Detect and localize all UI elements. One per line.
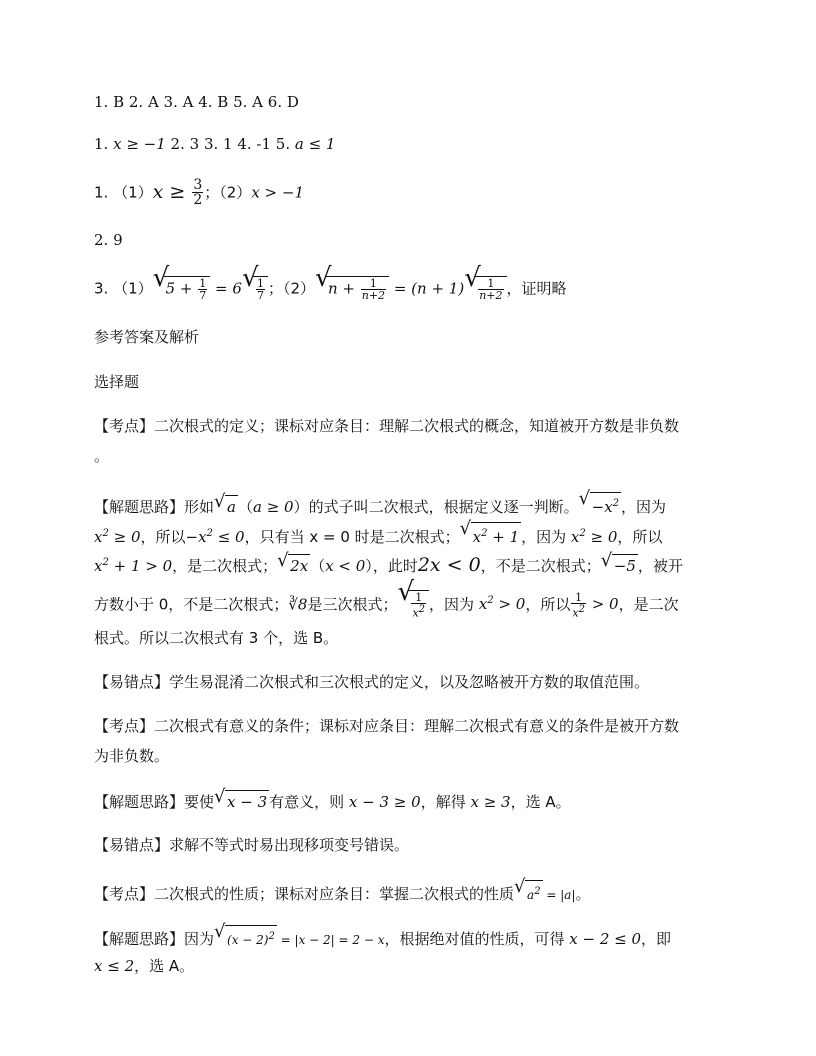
answer-line-4 xyxy=(94,230,123,250)
yicuo-tag: 【易错点】 xyxy=(94,836,170,854)
silu-tag: 【解题思路】 xyxy=(94,498,185,516)
q1-silu-line-1: 【解题思路】形如 √ a （a ≥ 0）的式子叫二次根式，根据定义逐一判断。 √ $-x^2$ ，因为 xyxy=(94,492,666,517)
answer-line-3 xyxy=(94,178,304,207)
answer-prefix: 3. （1） xyxy=(94,279,153,298)
text: ，此时 xyxy=(372,557,418,575)
text: ，是二次 xyxy=(618,595,679,614)
q3-silu-line-1: 【解题思路】因为 √ $(x - 2)^2 = |x - 2| = 2 - x$，根据绝对值的性质，可得 x − 2 ≤ 0，即 xyxy=(94,925,671,950)
text: ，因为 xyxy=(521,528,567,546)
answer-text: ；（2） xyxy=(267,279,315,298)
q1-kaodian-tail: 。 xyxy=(94,447,110,465)
text: 形如 xyxy=(184,498,215,516)
math-expr: √ n + $\frac{1}{n+2}$ xyxy=(316,276,389,301)
section-title-choice: 选择题 xyxy=(94,373,140,391)
kaodian-tag: 【考点】 xyxy=(94,717,155,735)
text: ，所以 xyxy=(525,595,571,614)
q3-silu-line-2: x ≤ 2，选 A。 xyxy=(94,957,195,975)
math-expr: √ a xyxy=(215,495,238,517)
text: 是三次根式； xyxy=(307,595,398,614)
q1-yicuo xyxy=(94,672,649,692)
text: ，被开 xyxy=(637,557,683,575)
q1-silu-line-5: 根式。所以二次根式有 3 个，选 B。 xyxy=(94,629,339,647)
math-expr: a ≤ 1 xyxy=(294,135,336,153)
silu-tag: 【解题思路】 xyxy=(94,930,185,948)
answer-text: 2. 9 xyxy=(94,231,123,249)
yicuo-text: 学生易混淆二次根式和三次根式的定义，以及忽略被开方数的取值范围。 xyxy=(169,673,650,691)
answer-text: ；（2） xyxy=(204,183,252,202)
answer-line-1 xyxy=(94,92,299,112)
answer-prefix: 1. xyxy=(94,135,114,153)
q2-silu: 【解题思路】要使 √ x − 3 有意义，则 x − 3 ≥ 0，解得 x ≥ 3，选 A。 xyxy=(94,790,571,812)
math-expr: √ $(x - 2)^2$ xyxy=(215,925,277,950)
q2-kaodian xyxy=(94,716,679,736)
text: ，选 A。 xyxy=(510,793,571,811)
math-expr: √ 2x xyxy=(278,554,310,576)
kaodian-tag: 【考点】 xyxy=(94,885,155,903)
answer-text: ，证明略 xyxy=(506,279,567,298)
text: ，根据绝对值的性质，可得 xyxy=(384,930,565,948)
text: ，所以 xyxy=(617,528,663,546)
text: 。 xyxy=(575,885,591,903)
math-expr: √ $-x^2$ xyxy=(580,492,621,517)
q3-kaodian: 【考点】二次根式的性质；课标对应条目：掌握二次根式的性质 √ $a^2 = |a|$。 xyxy=(94,880,591,905)
math-expr: √ $\frac{1}{7}$ xyxy=(243,276,268,301)
section-title-reference: 参考答案及解析 xyxy=(94,328,200,346)
answer-line-2 xyxy=(94,134,335,154)
text: ，因为 xyxy=(429,595,475,614)
math-expr: x ≥ $\frac{3}{2}$ xyxy=(152,177,203,208)
text: ，是二次根式； xyxy=(172,557,278,575)
kaodian-text: 二次根式的性质；课标对应条目：掌握二次根式的性质 xyxy=(154,885,515,903)
text: 的式子叫二次根式，根据定义逐一判断。 xyxy=(308,498,579,516)
yicuo-tag: 【易错点】 xyxy=(94,673,170,691)
answer-line-5: 3. （1） √ 5 + $\frac{1}{7}$ = 6 √ $\frac{1}{7}$ ；（2） √ n + $\frac{1}{n+2}$ = (n + 1) √ $\frac{1}{n+2}$ ，证明略 xyxy=(94,276,567,301)
math-expr: √ $\frac{1}{n+2}$ xyxy=(465,276,506,301)
q1-kaodian xyxy=(94,416,679,436)
q1-silu-line-2: $x^2 \ge 0$，所以$-x^2 \le 0$，只有当 x = 0 时是二次根式； √ $x^2 + 1$ ，因为 $x^2 \ge 0$，所以 xyxy=(94,522,662,547)
text: ，解得 xyxy=(420,793,466,811)
text: ，所以 xyxy=(140,528,186,546)
q2-yicuo xyxy=(94,835,409,855)
text: ，因为 xyxy=(621,498,667,516)
answer-choices: 1. B 2. A 3. A 4. B 5. A 6. D xyxy=(94,93,299,111)
text: ，即 xyxy=(641,930,672,948)
math-expr: ∛8 xyxy=(288,595,308,614)
text: 方数小于 0，不是二次根式； xyxy=(94,595,289,614)
text: 要使 xyxy=(184,793,215,811)
kaodian-text: 二次根式有意义的条件；课标对应条目：理解二次根式有意义的条件是被开方数 xyxy=(154,717,680,735)
text: ，只有当 x = 0 时是二次根式； xyxy=(244,528,460,546)
math-expr: √ $a^2$ xyxy=(515,880,543,905)
silu-tag: 【解题思路】 xyxy=(94,793,185,811)
answer-text: 2. 3 3. 1 4. -1 5. xyxy=(165,135,295,153)
kaodian-tag: 【考点】 xyxy=(94,417,155,435)
text: ，选 A。 xyxy=(134,957,195,975)
text: 因为 xyxy=(184,930,215,948)
math-expr: √ x − 3 xyxy=(215,790,269,812)
math-expr: √ −5 xyxy=(602,554,638,576)
text: 有意义，则 xyxy=(269,793,345,811)
text: ，不是二次根式； xyxy=(480,557,601,575)
kaodian-text: 二次根式的定义；课标对应条目：理解二次根式的概念，知道被开方数是非负数 xyxy=(154,417,680,435)
q1-silu-line-3: $x^2 + 1 > 0$，是二次根式； √ 2x （x < 0），此时2x < 0，不是二次根式； √ −5 ，被开 xyxy=(94,553,683,576)
math-expr: √ $x^2 + 1$ xyxy=(461,522,522,547)
math-expr: √ $\frac{1}{x^2}$ xyxy=(398,590,429,619)
math-expr: x ≥ −1 xyxy=(113,135,166,153)
answer-prefix: 1. （1） xyxy=(94,183,153,202)
math-expr: x > −1 xyxy=(251,183,304,202)
q2-kaodian-tail: 为非负数。 xyxy=(94,747,170,765)
q1-silu-line-4: 方数小于 0，不是二次根式；∛8是三次根式； √ $\frac{1}{x^2}$ ，因为 $x^2 > 0$，所以 $\frac{1}{x^2}$ > 0，是二次 xyxy=(94,590,679,619)
math-expr: √ 5 + $\frac{1}{7}$ xyxy=(154,276,211,301)
yicuo-text: 求解不等式时易出现移项变号错误。 xyxy=(169,836,410,854)
